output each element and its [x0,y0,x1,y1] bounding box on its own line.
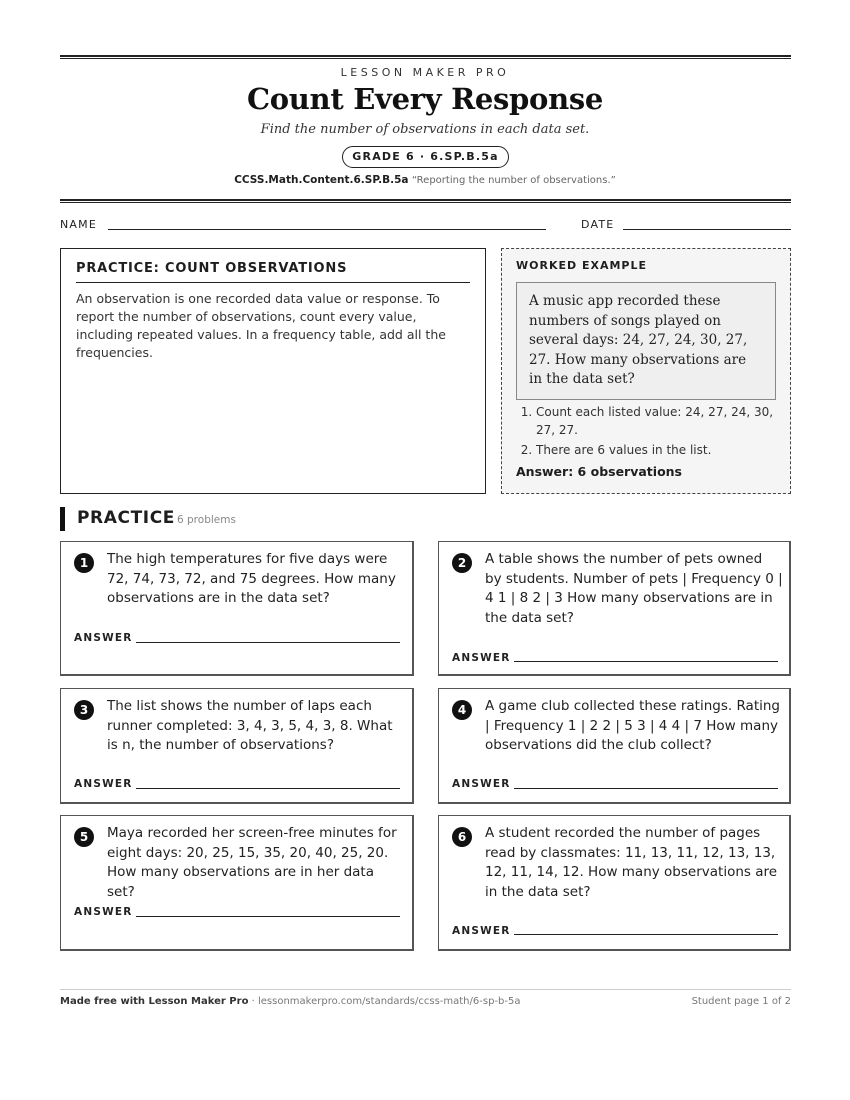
worked-step: 1. Count each listed value: 24, 27, 24, 30, 27, 27. [536,403,778,439]
page-subtitle: Find the number of observations in each data set. [260,122,590,137]
answer-label: ANSWER [74,906,133,918]
problem-number: 2 [452,553,472,573]
page-title: Count Every Response [246,82,604,116]
practice-intro-title: PRACTICE: COUNT OBSERVATIONS [76,261,470,283]
answer-label: ANSWER [74,632,133,644]
footer-credit [60,996,520,1007]
answer-label: ANSWER [452,652,511,664]
footer-made-with: Made free with Lesson Maker Pro [60,996,249,1007]
answer-line[interactable] [514,661,778,662]
date-field-line[interactable] [623,229,791,230]
footer-page-number: Student page 1 of 2 [691,996,791,1007]
section-marker-bar [60,507,65,531]
problem-card-6 [438,815,791,951]
worked-example-problem: A music app recorded these numbers of songs played on several days: 24, 27, 24, 30, 27, 27. How many observations are in the data set? [516,282,776,400]
problem-text: Maya recorded her screen-free minutes for eight days: 20, 25, 15, 35, 20, 40, 25, 20. How many observations are in her data set? [107,825,397,900]
answer-line[interactable] [136,916,400,917]
problem-number: 4 [452,700,472,720]
problem-card-5 [60,815,414,951]
problem-text: The high temperatures for five days were 72, 74, 73, 72, and 75 degrees. How many observations are in the data set? [107,551,396,606]
problem-card-3 [60,688,414,804]
worked-example-title: WORKED EXAMPLE [516,259,647,272]
problem-card-1 [60,541,414,676]
footer-url[interactable]: · lessonmakerpro.com/standards/ccss-math/6-sp-b-5a [248,996,521,1007]
problem-text: A game club collected these ratings. Rating | Frequency 1 | 2 2 | 5 3 | 4 4 | 7 How many observations did the club collect? [485,698,780,753]
standard-description: “Reporting the number of observations.” [411,175,616,186]
practice-intro-box [60,248,486,494]
worked-example-steps [516,403,778,461]
name-field-line[interactable] [108,229,546,230]
practice-intro-body: An observation is one recorded data value or response. To report the number of observations, count every value, including repeated values. In a frequency table, add all the frequencies. [76,291,446,360]
answer-line[interactable] [514,788,778,789]
practice-section-title: PRACTICE [77,508,175,528]
problem-text: A table shows the number of pets owned by students. Number of pets | Frequency 0 | 4 1 | 8 2 | 3 How many observations are in the data set? [485,551,783,626]
problem-text: The list shows the number of laps each runner completed: 3, 4, 3, 5, 4, 3, 8. What is n, the number of observations? [107,698,393,753]
problem-number: 3 [74,700,94,720]
date-label: DATE [581,218,615,231]
top-double-rule [60,55,791,59]
header-bottom-double-rule [60,199,791,203]
name-label: NAME [60,218,97,231]
answer-line[interactable] [136,642,400,643]
worked-step: 2. There are 6 values in the list. [536,441,778,459]
problem-number: 5 [74,827,94,847]
answer-line[interactable] [514,934,778,935]
problem-card-4 [438,688,791,804]
answer-label: ANSWER [452,778,511,790]
answer-line[interactable] [136,788,400,789]
problem-card-2 [438,541,791,676]
footer-divider [60,989,791,990]
problem-number: 1 [74,553,94,573]
practice-problem-count: 6 problems [177,514,236,526]
standard-line [0,174,850,186]
problem-text: A student recorded the number of pages read by classmates: 11, 13, 11, 12, 13, 13, 12, 11, 14, 12. How many observations are in the data set? [485,825,778,900]
problem-number: 6 [452,827,472,847]
answer-label: ANSWER [74,778,133,790]
worked-example-answer: Answer: 6 observations [516,464,682,479]
answer-label: ANSWER [452,925,511,937]
grade-badge: GRADE 6 · 6.SP.B.5a [342,146,509,168]
brand-name: LESSON MAKER PRO [340,66,510,79]
standard-code: CCSS.Math.Content.6.SP.B.5a [234,174,409,186]
worked-example-box [501,248,791,494]
